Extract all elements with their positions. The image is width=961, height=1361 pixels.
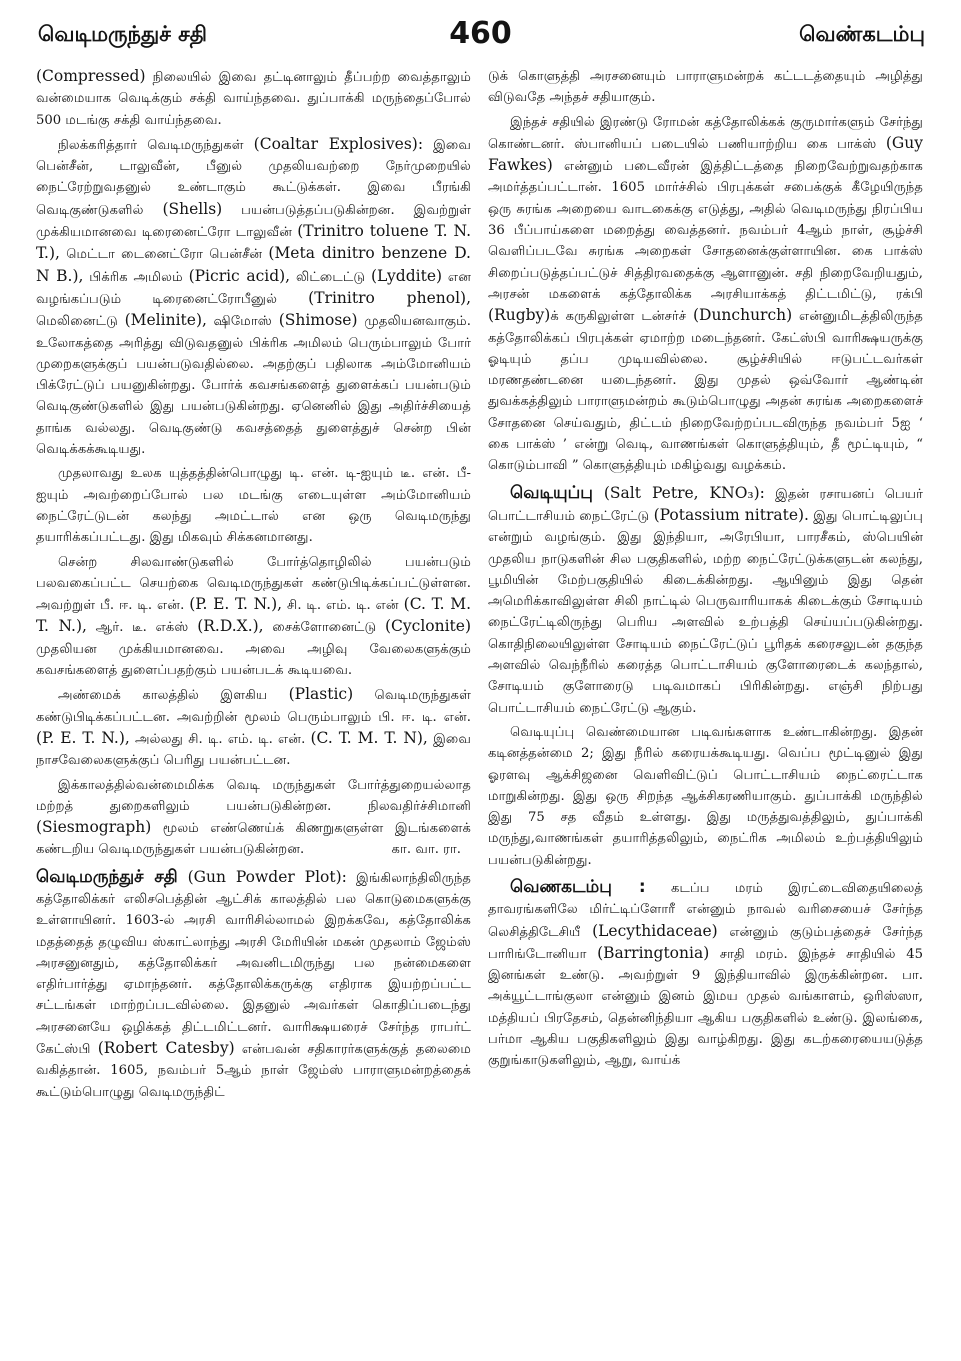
paragraph-text: என்னுமிடத்திலிருந்த கத்தோலிக்கப் பிரபுக்கள் ஏமாற்ற மடைந்தனர். கேட்ஸ்பி வாரிக்ஷயருக்கு ஓடியும் தப்ப முடியவில்லை. சூழ்ச்சியில் ஈடுபட்டவர்கள் மரணதண்டனை யடைந்தனர். இது முதல் ஒவ்வோர் ஆண்டின் துவக்கத்திலும் பாராளுமன்றம் கூடும்பொழுது அதன் சுரங்க அறைகளைச் சோதனை செய்வதும், திட்டம் நிறைவேற்றப்படவிருந்த நவம்பர் 5ஐ ‘ கை பாக்ஸ் ’ என்று வெடி, வாணங்கள் கொளுத்தியும், தீ மூட்டியும், “ கொடும்பாவி ” கொளுத்தியும் மகிழ்வது வழக்கம்.: [488, 309, 923, 474]
right-column: [488, 66, 923, 1075]
paragraph: [488, 722, 923, 871]
latin-term: (C. T. M. T. N),: [310, 728, 428, 747]
latin-term: (Picric acid),: [188, 266, 291, 285]
entry-heading: வெணகடம்பு :: [510, 876, 646, 897]
paragraph-text: அல்லது சி. டி. எம். டி. என்.: [129, 731, 311, 747]
encyclopedia-entry: [36, 867, 471, 1103]
latin-term: (Dunchurch): [692, 306, 793, 325]
paragraph: [488, 66, 923, 109]
page-number: 460: [449, 16, 512, 51]
paragraph-text: இதன் ரசாயனப் பெயர் பொட்டாசியம் நைட்ரேட்டு: [488, 486, 923, 524]
author-signature: கா. வா. ரா.: [391, 842, 461, 858]
latin-term: (Rugby): [488, 306, 551, 325]
latin-term: (Robert Catesby): [97, 1039, 235, 1058]
paragraph: [488, 112, 923, 477]
latin-term: (Trinitro toluene T. N. T.),: [36, 222, 471, 263]
paragraph-text: டுக் கொளுத்தி அரசனையும் பாராளுமன்றக் கட்டடத்தையும் அழித்து விடுவதே அந்தச் சதியாகும்.: [488, 69, 923, 106]
paragraph-text: இங்கிலாந்திலிருந்த கத்தோலிக்கர் எலிசபெத்தின் ஆட்சிக் காலத்தில் பல கொடுமைகளுக்கு உள்ளாயினர். 1603-ல் அரசி வாரிசில்லாமல் இறக்கவே, கத்தோலிக்க மதத்தைத் தழுவிய ஸ்காட்லாந்து அரசி மேரியின் மகன் முதலாம் ஜேம்ஸ் அரசனுனதும், கத்தோலிக்கர் அவனிடமிருந்து பல நன்மைகளை எதிர்பார்த்து ஏமாந்தனர். கத்தோலிக்கருக்கு எதிராக இயற்றப்பட்ட சட்டங்கள் மாற்றப்படவில்லை. இதனுல் அவர்கள் கொதிப்படைந்து அரசனையே ஒழிக்கத் திட்டமிட்டனர். வாரிக்ஷயரைச் சேர்ந்த ராபர்ட் கேட்ஸ்பி: [36, 870, 472, 1058]
paragraph: [36, 684, 471, 771]
encyclopedia-entry: [488, 877, 923, 1072]
paragraph-text: என்னும் படைவீரன் இத்திட்டத்தை நிறைவேற்றுவதற்காக அமர்த்தப்பட்டான். 1605 மார்ச்சில் பிரபுக்கள் சபைக்குக் கீழேயிருந்த ஒரு சுரங்க அறையை வாடகைக்கு எடுத்து, அதில் வெடிமருந்து நிரப்பிய 36 பீப்பாய்களை மறைத்து வைத்தனர். நவம்பர் 4ஆம் நாள், சூழ்ச்சி வெளிப்படவே சுரங்க அறைகள் சோதனைக்குள்ளாயின. கை பாக்ஸ் சிறைப்படுத்தப்பட்டுச் சித்திரவதைக்கு ஆளானுன். சதி நிறைவேறியதும், அரசன் மகளைக் கத்தோலிக்க அரசியாக்கத் திட்டமிட்டு, ரக்பி: [488, 159, 923, 302]
latin-term: (Cyclonite): [384, 617, 472, 636]
paragraph-text: சைக்ளோனைட்டு: [263, 620, 385, 636]
paragraph-text: அண்மைக் காலத்தில் இளகிய: [58, 688, 289, 704]
latin-term: (Shells): [162, 199, 223, 218]
paragraph-text: இவை நாசவேலைகளுக்குப் பெரிது பயன்பட்டன.: [36, 731, 471, 769]
left-column: [36, 66, 471, 1106]
latin-term: (Potassium nitrate).: [653, 505, 809, 524]
paragraph-text: கடப்ப மரம் இரட்டைவிதையிலைத் தாவரங்களிலே மிர்ட்டிப்ளோரீ என்னும் நாவல் வரிசையைச் சேர்ந்த லெசித்திடேசியீ: [488, 880, 923, 940]
entry-heading: வெடிமருந்துச் சதி: [36, 866, 178, 887]
paragraph-text: இக்காலத்தில்வன்மைமிக்க வெடி மருந்துகள் போர்த்துறையல்லாத மற்றத் துறைகளிலும் பயன்படுகின்றன. நிலவதிர்ச்சிமானி: [36, 777, 471, 814]
paragraph-text: வெடிமருந்துகள் கண்டுபிடிக்கப்பட்டன. அவற்றின் மூலம் பெரும்பாலும் பி. ஈ. டி. என்.: [36, 688, 471, 725]
paragraph-text: என்னும் குடும்பத்தைச் சேர்ந்த பாரிங்டோனியா: [488, 924, 923, 962]
latin-term: (Lecythidaceae): [592, 921, 718, 940]
encyclopedia-entry: [488, 483, 923, 719]
latin-term: (C. T. M. T. N.),: [36, 595, 471, 636]
latin-term: (Gun Powder Plot):: [177, 867, 347, 886]
paragraph: [36, 66, 471, 131]
paragraph-text: இது பொட்டிலுப்பு என்றும் வழங்கும். இது இந்தியா, அரேபியா, பாரசீகம், ஸ்பெயின் முதலிய நாடுகளின் சில பகுதிகளில், மற்ற நைட்ரேட்டுக்களுடன் கலந்து, பூமியின் மேற்பகுதியில் கிடைக்கின்றது. ஆயினும் இது தென் அமெரிக்காவிலுள்ள சிலி நாட்டில் பெருவாரியாகக் கிடைக்கும் சோடியம் நைட்ரேட்டிலிருந்து பெரிய அளவில் உற்பத்தி செய்யப்படுகின்றது. கொதிநிலையிலுள்ள சோடியம் நைட்ரேட்டுப் பூரிதக் கரைசலுடன் தகுந்த அளவில் வெந்நீரில் கரைத்த பொட்டாசியம் குளோரைடைக் கலந்தால், சோடியம் குளோரைடு படிவமாகப் பிரிகின்றது. எஞ்சி நிற்பது பொட்டாசியம் நைட்ரேட்டு ஆகும்.: [488, 508, 923, 716]
entry-heading: வெடியுப்பு: [510, 482, 593, 503]
latin-term: (Shimose): [278, 311, 358, 330]
paragraph-text: மெட்டா டைனைட்ரோ பென்சீன்: [59, 247, 269, 263]
paragraph: [36, 134, 471, 460]
paragraph-text: என வழங்கப்படும் டிரைனைட்ரோபீனுல்: [36, 269, 471, 307]
paragraph-text: மூலம் எண்ணெய்க் கிணறுகளுள்ள இடங்களைக் கண்டறிய வெடிமருந்துகள் பயன்படுகின்றன.: [36, 821, 471, 858]
paragraph: [36, 775, 471, 861]
paragraph-text: நிலையில் இவை தட்டினாலும் தீப்பற்ற வைத்தாலும் வன்மையாக வெடிக்கும் சக்தி வாய்ந்தவை. துப்பாக்கி மருந்தைப்போல் 500 மடங்கு சக்தி வாய்ந்தவை.: [36, 70, 471, 128]
paragraph-text: சென்ற சிலவாண்டுகளில் போர்த்தொழிலில் பயன்படும் பலவகைப்பட்ட செயற்கை வெடிமருந்துகள் கண்டுபிடிக்கப்பட்டுள்ளன. அவற்றுள் பீ. ஈ. டி. என்.: [36, 554, 471, 614]
paragraph-text: லிட்டைட்டு: [290, 269, 371, 285]
paragraph-text: இந்தச் சதியில் இரண்டு ரோமன் கத்தோலிக்கக் குருமார்களும் சேர்ந்து கொண்டனர். ஸ்பானியப் படையில் பணியாற்றிய கை பாக்ஸ்: [488, 114, 923, 152]
paragraph-text: முதலியன முக்கியமானவை. அவை அழிவு வேலைகளுக்கும் கவசங்களைத் துளைப்பதற்கும் பயன்படக் கூடியவை.: [36, 641, 471, 679]
paragraph-text: க் கருகிலுள்ள டன்சர்ச்: [550, 309, 693, 325]
paragraph-text: ஆர். டீ. எக்ஸ்: [86, 620, 198, 636]
paragraph-text: பிக்ரிக அமிலம்: [83, 269, 189, 285]
paragraph-text: நிலக்கரித்தார் வெடிமருந்துகள்: [58, 137, 254, 153]
header-right-guide-word: வெண்கடம்பு: [799, 22, 925, 46]
latin-term: (Salt Petre, KNO₃):: [592, 483, 765, 502]
paragraph-text: சி. டி. எம். டி. என்: [282, 598, 404, 614]
latin-term: (P. E. T. N.),: [189, 595, 283, 614]
latin-term: (Trinitro phenol),: [308, 288, 471, 307]
latin-term: (Siesmograph): [36, 818, 152, 837]
latin-term: (Compressed): [36, 67, 146, 85]
page-header: [18, 14, 943, 60]
paragraph-text: சாதி மரம். இந்தச் சாதியில் 45 இனங்கள் உண்டு. அவற்றுள் 9 இந்தியாவில் இருக்கின்றன. பா. அக்யூட்டாங்குலா என்னும் இனம் இமய முதல் வங்காளம், ஒரிஸ்ஸா, மத்தியப் பிரதேசம், தென்னிந்தியா ஆகிய பகுதிகளில் உண்டு. இலங்கை, பர்மா ஆகிய பகுதிகளிலும் இது வாழ்கிறது. இது கடற்கரையையடுத்த குறுங்காடுகளிலும், ஆறு, வாய்க்: [488, 946, 923, 1069]
paragraph-text: ஷிமோஸ்: [206, 314, 279, 330]
paragraph: [36, 552, 471, 682]
latin-term: (Meta dinitro benzene D. N B.),: [36, 244, 471, 285]
paragraph-text: முதலியனவாகும். உலோகத்தை அரித்து விடுவதனுல் பிக்ரிக அமிலம் பெரும்பாலும் போர் முறைகளுக்குப் பயன்படுவதில்லை. அதற்குப் பதிலாக அம்மோனியம் பிக்ரேட்டுப் பயனுகின்றது. போர்க் கவசங்களைத் துளைக்கப் பயன்படும் வெடிகுண்டுகளில் இது பயன்படுகின்றது. ஏனெனில் இது அதிர்ச்சியைத் தாங்க வல்லது. வெடிகுண்டு கவசத்தைத் துளைத்துச் சென்ற பின் வெடிக்கக்கூடியது.: [36, 314, 471, 458]
latin-term: (Guy Fawkes): [488, 133, 923, 175]
latin-term: (R.D.X.),: [197, 617, 264, 636]
paragraph-text: முதலாவது உலக யுத்தத்தின்பொழுது டி. என். டி-ஐயும் டீ. என். பீ-ஐயும் அவற்றைப்போல் பல மடங்கு எடையுள்ள அம்மோனியம் நைட்ரேட்டுடன் கலந்து அமட்டால் என ஒரு வெடிமருந்து தயாரிக்கப்பட்டது. இது மிகவும் சிக்கனமானது.: [36, 466, 471, 546]
paragraph-text: என்பவன் சதிகாரர்களுக்குத் தலைமை வகித்தான். 1605, நவம்பர் 5ஆம் நாள் ஜேம்ஸ் பாராளுமன்றத்தைக் கூட்டும்பொழுது வெடிமருந்திட்: [36, 1042, 471, 1100]
latin-term: (Lyddite): [370, 266, 443, 285]
paragraph: [36, 463, 471, 548]
latin-term: (P. E. T. N.),: [36, 728, 130, 747]
paragraph-text: வெடியுப்பு வெண்மையான படிவங்களாக உண்டாகின்றது. இதன் கடினத்தன்மை 2; இது நீரில் கரையக்கூடியது. வெப்ப மூட்டினுல் இது ஓரளவு ஆக்சிஜனை வெளிவிட்டுப் பொட்டாசியம் நைட்ரைட்டாக மாறுகின்றது. இது ஒரு சிறந்த ஆக்சிகரணியாகும். துப்பாக்கி மருந்தில் இது 75 சத வீதம் உள்ளது. இது மருத்துவத்திலும், துப்பாக்கி மருந்து,வாணங்கள் தயாரித்தலிலும், நைட்ரிக அமிலம் உற்பத்தியிலும் பயன்படுகின்றது.: [488, 724, 923, 868]
latin-term: (Plastic): [288, 685, 354, 704]
paragraph-text: மெலினைட்டு: [36, 314, 125, 330]
latin-term: (Barringtonia): [597, 943, 710, 962]
header-left-guide-word: வெடிமருந்துச் சதி: [38, 22, 207, 46]
paragraph-text: பயன்படுத்தப்படுகின்றன. இவற்றுள் முக்கியமானவை டிரைனைட்ரோ டாலுவீன்: [36, 202, 471, 241]
paragraph-text: இவை பென்சீன், டாலுவீன், பீனுல் முதலியவற்றை நேர்முறையில் நைட்ரேற்றுவதனுல் உண்டாகும் கூட்டுக்கள். இவை பீரங்கி வெடிகுண்டுகளில்: [36, 137, 471, 218]
latin-term: (Melinite),: [124, 311, 207, 330]
latin-term: (Coaltar Explosives):: [253, 134, 424, 153]
